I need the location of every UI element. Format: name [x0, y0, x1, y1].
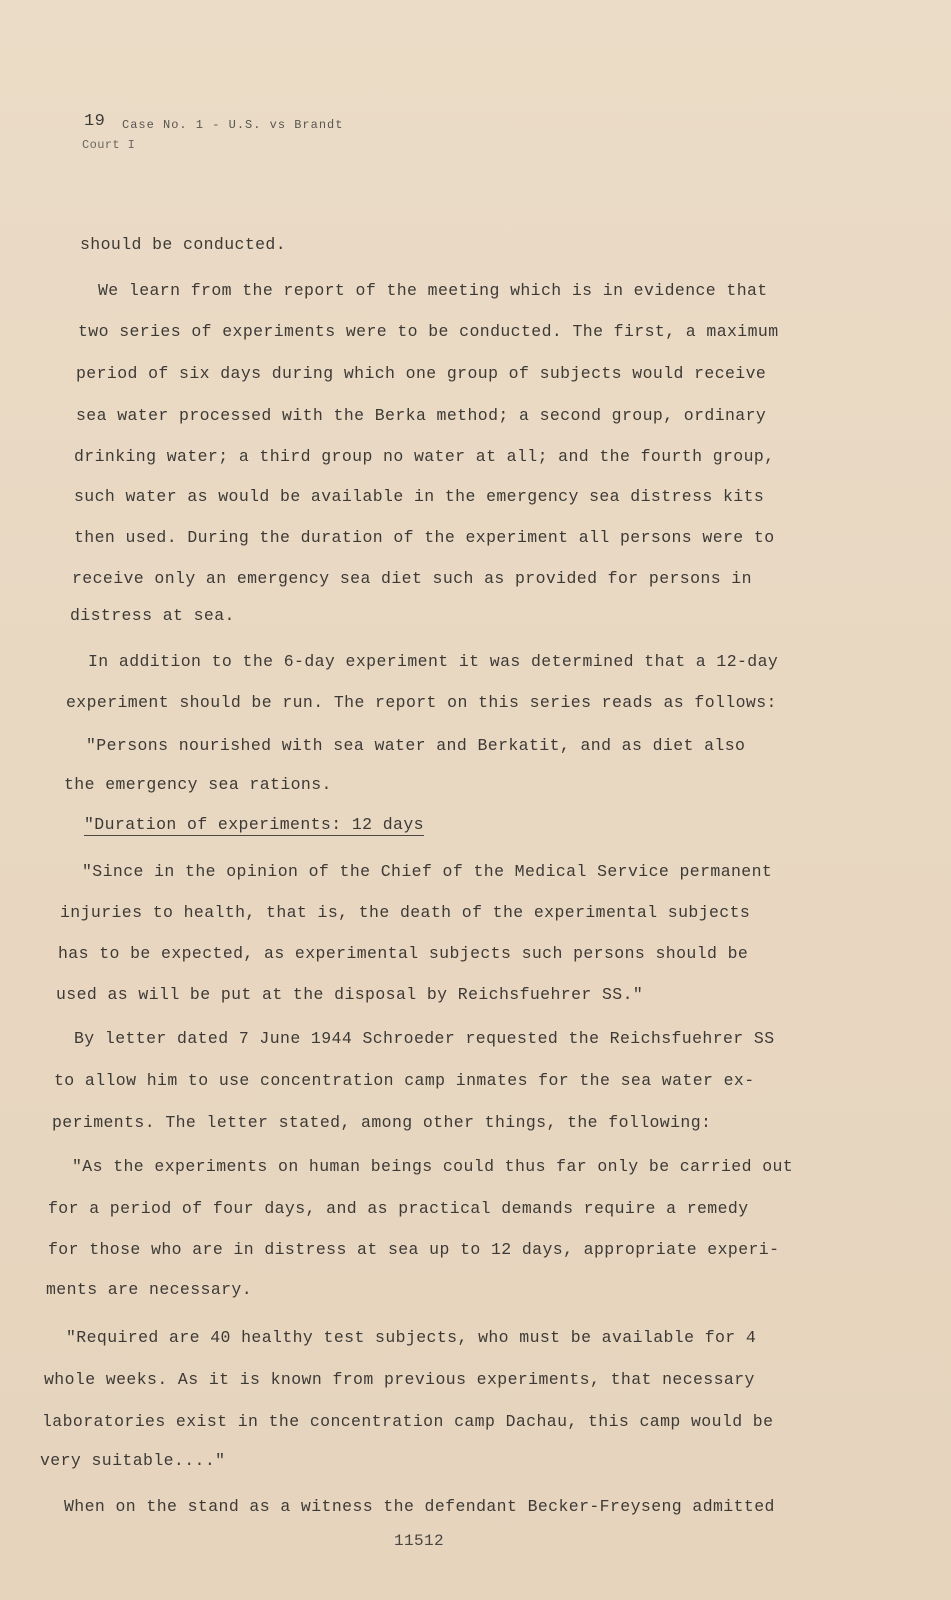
header-court-line: Case No. 1 - U.S. vs Brandt: [122, 118, 344, 132]
body-line: whole weeks. As it is known from previous experiments, that necessary: [44, 1370, 755, 1389]
body-line: two series of experiments were to be conducted. The first, a maximum: [78, 322, 779, 341]
body-line: sea water processed with the Berka method; a second group, ordinary: [76, 406, 767, 425]
body-line-underlined: "Duration of experiments: 12 days: [84, 815, 424, 834]
body-line: When on the stand as a witness the defendant Becker-Freyseng admitted: [64, 1497, 775, 1516]
body-line: ments are necessary.: [46, 1280, 253, 1299]
body-line: has to be expected, as experimental subjects such persons should be: [58, 944, 749, 963]
body-line: period of six days during which one group of subjects would receive: [76, 364, 767, 383]
body-line: "Since in the opinion of the Chief of the Medical Service permanent: [82, 862, 773, 881]
body-line: should be conducted.: [80, 235, 287, 254]
body-line: receive only an emergency sea diet such as provided for persons in: [72, 569, 752, 588]
body-line: injuries to health, that is, the death of the experimental subjects: [60, 903, 751, 922]
body-line: By letter dated 7 June 1944 Schroeder requested the Reichsfuehrer SS: [74, 1029, 775, 1048]
body-line: "As the experiments on human beings could thus far only be carried out: [72, 1157, 794, 1176]
body-line: experiment should be run. The report on this series reads as follows:: [66, 693, 777, 712]
body-line: "Required are 40 healthy test subjects, who must be available for 4: [66, 1328, 757, 1347]
body-line: for those who are in distress at sea up to 12 days, appropriate experi-: [48, 1240, 780, 1259]
header-number: 19: [84, 112, 106, 131]
body-line: periments. The letter stated, among other things, the following:: [52, 1113, 712, 1132]
body-line: We learn from the report of the meeting which is in evidence that: [98, 281, 768, 300]
body-line: then used. During the duration of the experiment all persons were to: [74, 528, 775, 547]
body-line: distress at sea.: [70, 606, 235, 625]
body-line: to allow him to use concentration camp inmates for the sea water ex-: [54, 1071, 755, 1090]
header-sub: Court I: [82, 138, 136, 152]
page-number: 11512: [394, 1532, 445, 1550]
body-line: laboratories exist in the concentration camp Dachau, this camp would be: [42, 1412, 774, 1431]
body-line: In addition to the 6-day experiment it was determined that a 12-day: [88, 652, 779, 671]
body-line: very suitable....": [40, 1451, 226, 1470]
body-line: used as will be put at the disposal by Reichsfuehrer SS.": [56, 985, 644, 1004]
body-line: for a period of four days, and as practical demands require a remedy: [48, 1199, 749, 1218]
body-line: such water as would be available in the emergency sea distress kits: [74, 487, 765, 506]
body-line: drinking water; a third group no water at all; and the fourth group,: [74, 447, 775, 466]
body-line: "Persons nourished with sea water and Berkatit, and as diet also: [86, 736, 746, 755]
body-line: the emergency sea rations.: [64, 775, 332, 794]
